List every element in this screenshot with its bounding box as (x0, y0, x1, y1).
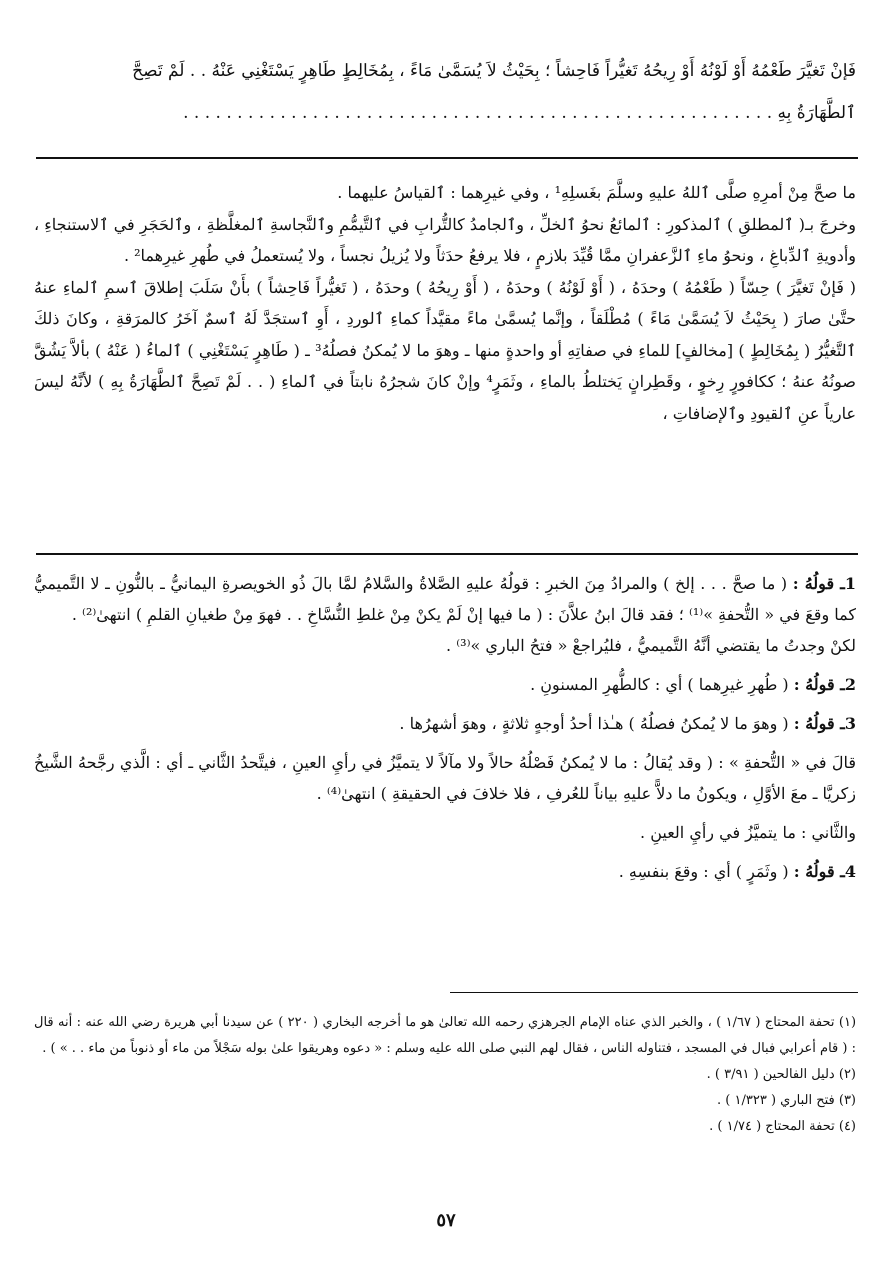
note-3 (34, 708, 856, 739)
footnote-2: (٢) دليل الفالحين ( ٣/٩١ ) . (706, 1067, 856, 1082)
main-text-line-1: فَإنْ تَغيَّرَ طَعْمُهُ أَوْ لَوْنُهُ أَوْ رِيحُهُ تَغيُّراً فَاحِشاً ؛ بِحَيْثُ لاَ يُسَمَّىٰ مَاءً ، بِمُخَالِطٍ طَاهِرٍ يَسْتَغْنِي عَنْهُ . . لَمْ تَصِحَّ (132, 61, 856, 81)
note-4-text: ( وثَمَرٍ ) أي : وقعَ بنفسِهِ . (618, 862, 789, 881)
commentary-paragraph-3: ( فَإنْ تَغيَّرَ ) حِسّاً ( طَعْمُهُ ) وحدَهُ ، ( أَوْ لَوْنُهُ ) وحدَهُ ، ( أَوْ رِيحُهُ ) وحدَهُ ، ( تَغيُّراً فَاحِشاً ) بأَنْ سَلَبَ إطلاقَ ٱسمِ ٱلماءِ عنهُ حتَّىٰ صارَ ( بِحَيْثُ لاَ يُسَمَّىٰ مَاءً ) مُطْلَقاً ، وإنَّما يُسمَّىٰ ماءً مقيَّداً كماءِ ٱلوردِ ، أَوِ ٱستجَدَّ لَهُ ٱسمٌ آخَرُ كالمرَقةِ ، وكانَ ذلكَ ٱلتَّغيُّرُ ( بِمُخَالِطٍ ) [مخالفٍ] للماءِ في صفاتِهِ أو واحدةٍ منها ـ وهوَ ما لا يُمكنُ فصلُهُ³ ـ ( طَاهِرٍ يَسْتَغْنِي ) ٱلماءُ ( عَنْهُ ) بألاَّ يَشُقَّ صونُهُ عنهُ ؛ ككافورٍ رِخوٍ ، وقَطِرانٍ يَختلطُ بالماءِ ، وثَمَرٍ⁴ وإنْ كانَ شجرُهُ نابتاً في ٱلماءِ ( . . لَمْ تَصِحَّ ٱلطَّهَارَةُ بِهِ ) لأنَّهُ ليسَ عارياً عنِ ٱلقيودِ وٱلإضافاتِ ، (34, 277, 856, 423)
note-1-label: 1ـ قولُهُ : (792, 574, 857, 593)
note-3-text: ( وهوَ ما لا يُمكنُ فصلُهُ ) هـٰذا أحدُ أوجهٍ ثلاثةٍ ، وهوَ أشهرُها . (399, 714, 789, 733)
main-text-line-2: ٱلطَّهَارَةُ بِهِ . . . . . . . . . . . . . . . . . . . . . . . . . . . . . . . . . . . . . . . . . . . . . . . . . . . . . . . (183, 103, 856, 123)
note-2-text: ( طُهرِ غيرِهما ) أي : كالطُّهرِ المسنونِ . (530, 675, 789, 694)
divider-footnotes (450, 992, 858, 993)
note-2-label: 2ـ قولُهُ : (793, 675, 856, 694)
footnote-3: (٣) فتح الباري ( ١/٣٢٣ ) . (717, 1093, 856, 1108)
note-4 (34, 856, 856, 887)
commentary (34, 177, 856, 429)
note-1-continuation: لكنْ وجدتُ ما يقتضي أنَّهُ التَّميميُّ ، فليُراجعْ « فتحُ الباري »⁽³⁾ . (446, 636, 856, 655)
footnote-4: (٤) تحفة المحتاج ( ١/٧٤ ) . (709, 1119, 856, 1134)
note-1-text: ( ما صحَّ . . . إلخ ) والمرادُ مِنَ الخبرِ : قولُهُ عليهِ الصَّلاةُ والسَّلامُ لمَّا بالَ ذُو الخويصرةِ اليمانيُّ ـ بالنُّونِ ـ لا التَّميميُّ كما وقعَ في « التُّحفةِ »⁽¹⁾ ؛ فقد قالَ ابنُ علاَّنَ : ( ما فيها إنْ لَمْ يكنْ مِنْ غلطِ النُّسَّاخِ . . فهوَ مِنْ طغيانِ القلمِ ) انتهىٰ⁽²⁾ . (34, 574, 856, 624)
main-text (34, 50, 856, 134)
commentary-paragraph-2: وخرجَ بـ( ٱلمطلقِ ) ٱلمذكورِ : ٱلمائعُ نحوُ ٱلخلِّ ، وٱلجامدُ كالتُّرابِ في ٱلتَّيمُّمِ وٱلنَّجاسةِ ٱلمغلَّظةِ ، وٱلحَجَرِ في ٱلاستنجاءِ ، وأدويةِ ٱلدِّباغِ ، ونحوُ ماءِ ٱلزَّعفرانِ ممَّا قُيِّدَ بلازمٍ ، فلا يرفعُ حدَثاً ولا يُزيلُ نجساً ، ولا يُستعملُ في طُهرِ غيرِهما² . (34, 214, 856, 265)
commentary-paragraph-1: ما صحَّ مِنْ أمرِهِ صلَّى ٱللهُ عليهِ وسلَّمَ بغَسلِهِ¹ ، وفي غيرِهما : ٱلقياسُ عليهما . (337, 183, 856, 202)
note-4-label: 4ـ قولُهُ : (793, 862, 856, 881)
note-1 (34, 568, 856, 630)
divider-main (36, 157, 858, 159)
note-3-quote: قالَ في « التُّحفةِ » : ( وقد يُقالُ : ما لا يُمكنُ فَصْلُهُ حالاً ولا مآلاً لا يتميَّزُ في رأيِ العينِ ، فيتَّحدُ الثَّاني ـ أي : الَّذي رجَّحهُ الشَّيخُ زكريَّا ـ معَ الأوَّلِ ، ويكونُ ما دلاًّ عليهِ بياناً للعُرفِ ، فلا خلافَ في الحقيقةِ ) انتهىٰ⁽⁴⁾ . (34, 753, 856, 803)
divider-commentary (36, 553, 858, 555)
footnotes (34, 1010, 856, 1140)
note-3-label: 3ـ قولُهُ : (793, 714, 856, 733)
page-number: ٥٧ (436, 1210, 456, 1231)
footnote-1: (١) تحفة المحتاج ( ١/٦٧ ) ، والخبر الذي عناه الإمام الجرهزي رحمه الله تعالىٰ هو ما أخرجه البخاري ( ٢٢٠ ) عن سيدنا أبي هريرة رضي الله عنه : أنه قال : ( قام أعرابي فبال في المسجد ، فتناوله الناس ، فقال لهم النبي صلى الله عليه وسلم : « دعوه وهريقوا علىٰ بوله سَجْلاً من ماء أو ذنوباً من ماء . . » ) . (34, 1015, 857, 1056)
marginal-notes (34, 568, 856, 895)
note-2 (34, 669, 856, 700)
note-3-second: والثَّاني : ما يتميَّزُ في رأيِ العينِ . (640, 823, 856, 842)
